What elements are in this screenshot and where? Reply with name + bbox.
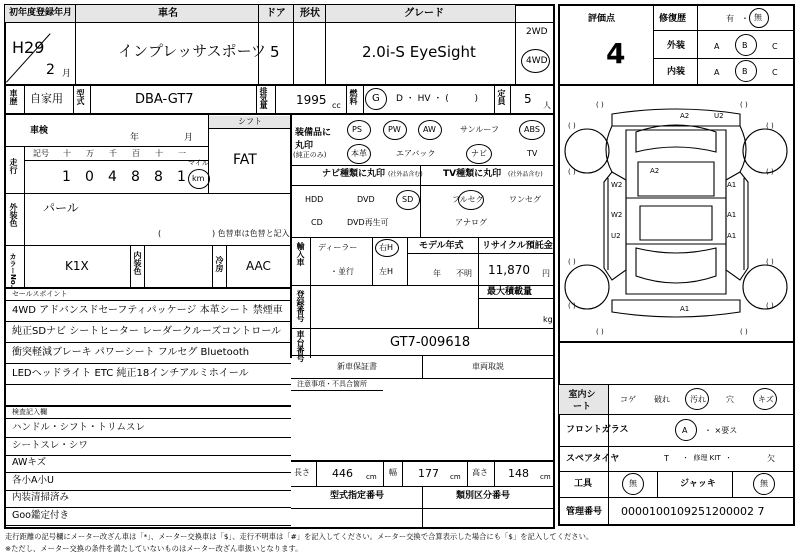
spare-none: 欠	[767, 454, 775, 463]
width: 177	[418, 467, 439, 480]
seat-condition: キズ	[758, 395, 774, 404]
repair-label: 修復歴	[659, 14, 687, 24]
interior-grade-c: C	[772, 68, 778, 77]
diagram-bracket-br: ( )	[766, 258, 774, 266]
inspection-month-unit: 月	[184, 133, 194, 143]
fuel-rest: D ・ HV ・ ( )	[396, 94, 479, 104]
right-h: 右H	[379, 243, 394, 252]
car-name-label: 車名	[158, 8, 178, 19]
hdd: HDD	[305, 195, 324, 204]
tv-type-sub: (社外品含む)	[508, 171, 543, 178]
cd: CD	[311, 218, 323, 227]
odometer-head: 百	[132, 149, 140, 158]
recycle-yen: 円	[542, 269, 550, 278]
exterior-grade-c: C	[772, 42, 778, 51]
selling-points-label: セールスポイント	[12, 290, 68, 298]
odometer-head: 十	[63, 149, 71, 158]
reg-month-unit: 月	[62, 69, 72, 79]
interior-label: 内装	[667, 67, 686, 77]
diagram-bracket-bot-r: ( )	[740, 328, 748, 336]
reg-year-label: 初年度登録年月	[9, 8, 73, 18]
mileage-label: 走行	[9, 158, 18, 174]
spare-kit: ・ 修理 KIT ・	[682, 454, 733, 462]
capacity-label: 定員	[497, 89, 506, 105]
inspector-note-line: ハンドル・シフト・トリムスレ	[12, 422, 146, 433]
navi-type-label: ナビ種類に丸印	[322, 169, 386, 179]
equipment-sub: (純正のみ)	[293, 151, 327, 159]
damage-mark: U2	[714, 112, 724, 120]
car-name: インプレッサスポーツ	[118, 42, 267, 60]
analog: アナログ	[455, 218, 487, 227]
color-label: 外装色	[9, 203, 18, 227]
abs: ABS	[524, 125, 540, 134]
model: DBA-GT7	[135, 92, 194, 107]
model-year-unknown: 不明	[456, 269, 472, 278]
airbag: エアバック	[396, 149, 436, 158]
equipment-label: 装備品に丸印	[295, 128, 332, 151]
exterior-grade-a: A	[714, 42, 720, 51]
glass-a: A	[682, 426, 688, 435]
ac: AAC	[246, 259, 271, 273]
diagram-bracket-ml: ( )	[568, 168, 576, 176]
odometer-digit: 8	[154, 169, 163, 185]
diagram-bracket-top-l: ( )	[596, 101, 604, 109]
ps: PS	[352, 125, 362, 134]
tv: TV	[527, 149, 538, 158]
interior-grade-a: A	[714, 68, 720, 77]
chassis: GT7-009618	[390, 335, 471, 350]
damage-mark: A2	[680, 112, 690, 120]
diagram-bracket-top-r: ( )	[740, 101, 748, 109]
diagram-bracket-tr: ( )	[766, 122, 774, 130]
class-no-label: 類別区分番号	[456, 491, 511, 501]
chassis-label: 車台番号	[296, 330, 305, 362]
diagram-bracket-tl: ( )	[568, 122, 576, 130]
doors: 5	[270, 43, 280, 61]
oneseg: ワンセグ	[509, 195, 541, 204]
model-year-label: モデル年式	[419, 241, 464, 251]
sd: SD	[402, 195, 414, 204]
diagram-bracket-mr: ( )	[766, 168, 774, 176]
selling-point-line: 衝突軽減ブレーキ パワーシート フルセグ Bluetooth	[12, 347, 250, 358]
recycle-label: リサイクル預託金	[482, 241, 553, 251]
damage-mark: A1	[680, 305, 690, 313]
odometer-digit: 0	[85, 169, 94, 185]
damage-mark: A1	[727, 181, 737, 189]
category-label: 車歴	[9, 89, 18, 105]
length-unit: cm	[366, 473, 377, 481]
width-unit: cm	[450, 473, 461, 481]
length: 446	[332, 467, 353, 480]
jack: 無	[760, 479, 768, 488]
glass-label: フロントガラス	[566, 425, 629, 435]
grade: 2.0i-S EyeSight	[362, 43, 476, 61]
footer-line1: 走行距離の記号欄にメーター改ざん車は「*」、メーター交換車は「$」、走行不明車は「#」を記入してください。メーター交換で合算表示した場合にも「$」を記入してください。	[5, 532, 594, 541]
score-label: 評価点	[588, 14, 616, 24]
mgmt: 0000100109251200002 7	[621, 505, 765, 518]
length-label: 長さ	[294, 468, 310, 477]
seat-label: 室内シート	[568, 390, 596, 412]
odometer-head: 万	[86, 149, 94, 158]
inspector-note-line: AWキズ	[12, 457, 47, 468]
navi-type-sub: (社外品含む)	[388, 171, 423, 178]
odometer-head: 千	[109, 149, 117, 158]
repair-none: 無	[754, 13, 762, 22]
odometer-head: 十	[155, 149, 163, 158]
seat-condition: 汚れ	[690, 395, 706, 404]
mgmt-label: 管理番号	[566, 507, 603, 517]
record-label: 記号	[33, 149, 49, 158]
color-no-label: カラーNo.	[9, 253, 17, 288]
drive-2wd: 2WD	[526, 27, 548, 37]
reg-month: 2	[46, 62, 55, 78]
exterior-grade-b: B	[742, 41, 748, 50]
odometer-digit: 4	[108, 169, 117, 185]
type-no-label: 型式指定番号	[330, 491, 385, 501]
damage-mark: A2	[650, 167, 660, 175]
inspector-note-line: 各小A小U	[12, 474, 54, 486]
damage-mark: W2	[611, 211, 623, 219]
inspector-note-line: 内装清掃済み	[12, 492, 70, 503]
door-label: ドア	[266, 8, 286, 19]
notes-label: 注意事項・不具合箇所	[297, 380, 367, 388]
dvd-play: DVD再生可	[347, 218, 389, 227]
tools: 無	[629, 479, 637, 488]
color-no: K1X	[65, 259, 89, 273]
odometer-digit: 1	[177, 169, 186, 185]
pw: PW	[388, 125, 401, 134]
max-load-kg: kg	[543, 315, 553, 324]
glass-rest: ・ ×要ス	[704, 426, 738, 435]
damage-mark: A1	[727, 211, 737, 219]
odometer-digit: 1	[62, 169, 71, 185]
repair-has: 有	[726, 14, 734, 23]
repair-sep: ・	[741, 14, 749, 23]
capacity-unit: 人	[543, 101, 551, 110]
seat-condition: コゲ	[620, 395, 636, 404]
leather: 本革	[351, 149, 367, 158]
aw: AW	[423, 125, 436, 134]
diagram-bracket-br2: ( )	[766, 302, 774, 310]
grade-label: グレード	[404, 8, 444, 19]
inspection-label: 車検	[30, 126, 49, 136]
dealer: ディーラー	[318, 243, 358, 252]
odometer-head: 一	[178, 149, 186, 158]
inspection-year-unit: 年	[130, 133, 140, 143]
height-unit: cm	[540, 473, 551, 481]
new-warranty: 新車保証書	[337, 362, 377, 371]
drive-4wd: 4WD	[526, 56, 548, 66]
seat-condition: 破れ	[654, 395, 670, 404]
shift: FAT	[233, 152, 257, 168]
left-h: 左H	[379, 267, 394, 276]
ac-label: 冷房	[215, 256, 224, 272]
model-year-unit: 年	[433, 269, 441, 278]
selling-point-line: 純正SDナビ シートヒーター レーダークルーズコントロール	[12, 326, 282, 337]
fuel-label: 燃料	[349, 89, 358, 105]
navi: ナビ	[471, 149, 487, 158]
tools-label: 工具	[574, 479, 593, 489]
color-note: ( ) 色替車は色替と記入	[158, 229, 290, 238]
footer-line2: ※ただし、メーター交換の条件を満たしていないものはメーター改ざん車扱いとなります。	[5, 544, 303, 553]
diagram-bracket-bl: ( )	[568, 258, 576, 266]
displacement: 1995	[296, 93, 327, 107]
fuel-g: G	[372, 93, 380, 104]
reg-no-label: 登録番号	[296, 290, 305, 322]
selling-point-line: 4WD アドバンスドセーフティパッケージ 本革シート 禁煙車	[12, 305, 283, 316]
exterior-label: 外装	[667, 41, 686, 51]
manual: 車両取説	[472, 362, 504, 371]
selling-point-line: LEDヘッドライト ETC 純正18インチアルミホイール	[12, 368, 249, 379]
shape-label: 形状	[300, 8, 320, 19]
diagram-bracket-bl2: ( )	[568, 302, 576, 310]
damage-mark: W2	[611, 181, 623, 189]
height-label: 高さ	[472, 468, 488, 477]
jack-label: ジャッキ	[680, 479, 716, 489]
score: 4	[606, 37, 626, 70]
seat-condition: 穴	[726, 395, 734, 404]
model-label: 型式	[76, 89, 85, 105]
height: 148	[508, 467, 529, 480]
damage-mark: A1	[727, 232, 737, 240]
interior-grade-b: B	[742, 67, 748, 76]
color-value: パール	[43, 201, 79, 215]
category: 自家用	[30, 92, 63, 105]
fullseg: フルセグ	[452, 195, 484, 204]
shift-label: シフト	[238, 117, 262, 126]
import-label: 輸入車	[296, 242, 305, 266]
damage-mark: U2	[611, 232, 621, 240]
recycle: 11,870	[488, 263, 530, 277]
mile-label: マイル	[188, 159, 209, 167]
max-load-label: 最大積載量	[487, 287, 533, 297]
odometer-digit: 8	[131, 169, 140, 185]
inspector-note-line: シートスレ・シワ	[12, 439, 88, 451]
cc-unit: cc	[332, 101, 341, 110]
spare-label: スペアタイヤ	[566, 454, 620, 464]
int-color-label: 内装色	[133, 251, 142, 275]
width-label: 幅	[389, 468, 397, 477]
disp-label: 排気量	[259, 87, 268, 108]
sunroof: サンルーフ	[460, 125, 499, 134]
capacity: 5	[524, 92, 532, 106]
diagram-bracket-bot-l: ( )	[596, 328, 604, 336]
parallel: ・並行	[330, 267, 354, 276]
km: km	[192, 174, 205, 183]
dvd: DVD	[357, 195, 375, 204]
spare-t: T	[664, 454, 669, 463]
tv-type-label: TV種類に丸印	[443, 169, 502, 179]
reg-year: H29	[12, 38, 45, 57]
inspector-notes-label: 検査記入欄	[12, 408, 47, 416]
inspector-note-line: Goo鑑定付き	[12, 509, 69, 521]
